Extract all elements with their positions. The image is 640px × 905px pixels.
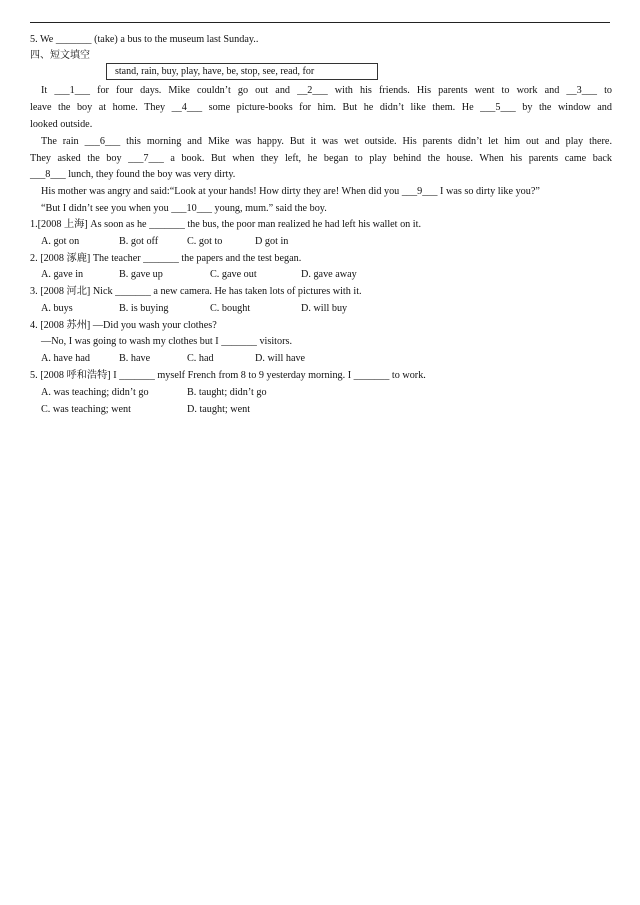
option: C. bought bbox=[210, 303, 251, 314]
question-stem: 5. [2008 呼和浩特] I _______ myself French from 8 to 9 yesterday morning. I _______ to work. bbox=[30, 370, 426, 381]
passage-line: His mother was angry and said:“Look at your hands! How dirty they are! When did you ___9___ I was so dirty like you?” bbox=[41, 186, 540, 197]
passage-line: It ___1___ for four days. Mike couldn’t go out and __2___ with his friends. His parents went to work and __3___ to bbox=[41, 85, 612, 96]
option: B. have bbox=[119, 353, 151, 364]
option: D. will have bbox=[255, 353, 306, 364]
option: B. taught; didn’t go bbox=[187, 387, 267, 398]
passage-line: looked outside. bbox=[30, 119, 93, 130]
option: A. buys bbox=[41, 303, 73, 314]
option: A. got on bbox=[41, 236, 80, 247]
option: A. have had bbox=[41, 353, 90, 364]
question-stem: 1.[2008 上海] As soon as he _______ the bus, the poor man realized he had left his wallet on it. bbox=[30, 219, 422, 230]
question-stem: 4. [2008 苏州] —Did you wash your clothes? bbox=[30, 320, 217, 331]
option: B. got off bbox=[119, 236, 159, 247]
option: D. gave away bbox=[301, 269, 357, 280]
option: D got in bbox=[255, 236, 289, 247]
option: B. gave up bbox=[119, 269, 163, 280]
question-stem: 2. [2008 涿鹿] The teacher _______ the papers and the test began. bbox=[30, 253, 302, 264]
passage-line: They asked the boy ___7___ a book. But when they left, he began to play behind the house. When his parents came back bbox=[30, 153, 612, 164]
option: C. got to bbox=[187, 236, 223, 247]
word-box: stand, rain, buy, play, have, be, stop, see, read, for bbox=[106, 63, 378, 80]
option: C. gave out bbox=[210, 269, 257, 280]
passage-line: The rain ___6___ this morning and Mike was happy. But it was wet outside. His parents didn’t let him out and play there. bbox=[41, 136, 612, 147]
option: D. will buy bbox=[301, 303, 348, 314]
passage-line: “But I didn’t see you when you ___10___ young, mum.” said the boy. bbox=[41, 203, 327, 214]
passage-line: leave the boy at home. They __4___ some picture-books for him. But he didn’t like them. He ___5___ by the window and bbox=[30, 102, 612, 113]
top-sentence: 5. We _______ (take) a bus to the museum last Sunday.. bbox=[30, 34, 259, 45]
option: B. is buying bbox=[119, 303, 169, 314]
option: C. had bbox=[187, 353, 214, 364]
question-stem-continued: —No, I was going to wash my clothes but I _______ visitors. bbox=[41, 336, 292, 347]
option: C. was teaching; went bbox=[41, 404, 131, 415]
question-stem: 3. [2008 河北] Nick _______ a new camera. He has taken lots of pictures with it. bbox=[30, 286, 362, 297]
top-rule bbox=[30, 22, 610, 23]
passage-line: ___8___ lunch, they found the boy was very dirty. bbox=[30, 169, 236, 180]
option: A. gave in bbox=[41, 269, 84, 280]
option: A. was teaching; didn’t go bbox=[41, 387, 149, 398]
option: D. taught; went bbox=[187, 404, 251, 415]
section-heading: 四、短文填空 bbox=[30, 50, 90, 61]
